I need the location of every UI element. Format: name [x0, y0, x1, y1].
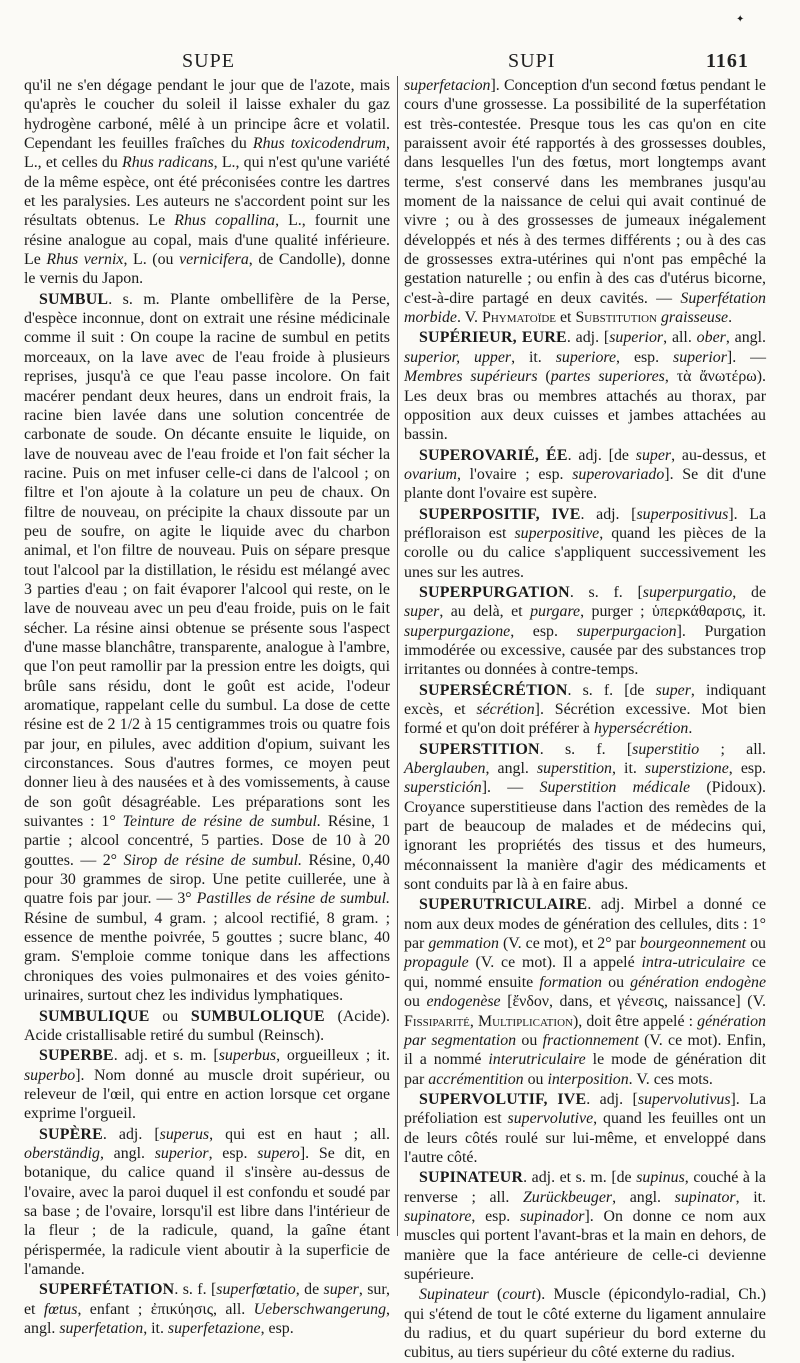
- entry-continuation-rhus: qu'il ne s'en dégage pendant le jour que de l'azote, mais qu'après le coucher du soleil il laisse exhaler du gaz hydrogène carboné, mêlé à un principe âcre et volatil. Cependant les feuilles fraîches du Rhus toxicodendrum, L., et celles du Rhus radicans, L., qui n'est qu'une variété de la même espèce, ont été préconisées contre les dartres et les paralysies. Les auteurs ne s'accordent point sur les résultats obtenus. Le Rhus copallina, L., fournit une résine analogue au copal, mais d'une qualité inférieure. Le Rhus vernix, L. (ou vernicifera, de Candolle), donne le vernis du Japon.: [24, 77, 391, 288]
- headword: SUPERFÉTATION: [39, 1281, 175, 1299]
- column-divider: [397, 76, 398, 1236]
- headword: SUPEROVARIÉ, ÉE: [419, 446, 568, 464]
- running-head-left: SUPE: [182, 50, 235, 72]
- entry-superpositif: SUPERPOSITIF, IVE. adj. [superpositivus]. La préfloraison est superpositive, quand les pièces de la corolle ou du calice s'appliquent successivement les unes sur les autres.: [404, 505, 766, 581]
- entry-sumbulique: SUMBULIQUE ou SUMBULOLIQUE (Acide). Acide cristallisable retiré du sumbul (Reinsch).: [24, 1007, 390, 1044]
- ornament-mark: ✦: [736, 14, 745, 25]
- headword: SUPERUTRICULAIRE: [419, 896, 588, 914]
- headword: SUPERBE: [39, 1047, 114, 1065]
- left-column: [24, 76, 391, 1337]
- headword: SUPERSTITION: [419, 740, 540, 758]
- headword: SUPÈRE: [39, 1125, 103, 1143]
- headword: SUPERVOLUTIF, IVE: [419, 1090, 587, 1108]
- headword: SUPERPOSITIF, IVE: [419, 505, 581, 523]
- headword: SUMBULOLIQUE: [190, 1007, 325, 1025]
- headword: SUMBULIQUE: [39, 1007, 150, 1025]
- headword: SUPERSÉCRÉTION: [419, 681, 568, 699]
- entry-superbe: SUPERBE. adj. et s. m. [superbus, orgueilleux ; it. superbo]. Nom donné au muscle droit supérieur, ou releveur de l'œil, qui entre en action lorsque cet organe exprime l'orgueil.: [24, 1047, 390, 1123]
- entry-supinateur: SUPINATEUR. adj. et s. m. [de supinus, couché à la renverse ; all. Zurückbeuger, angl. supinator, it. supinatore, esp. supinador]. On donne ce nom aux muscles qui portent l'avant-bras et la main en dehors, de manière que la face antérieure de celle-ci devienne supérieure.: [404, 1169, 766, 1283]
- headword: SUPINATEUR: [419, 1169, 524, 1187]
- headword: SUMBUL: [39, 290, 109, 308]
- headword: SUPERPURGATION: [419, 583, 570, 601]
- entry-supere: SUPÈRE. adj. [superus, qui est en haut ; all. oberständig, angl. superior, esp. supero]. Se dit, en botanique, du calice quand il s'insère au-dessus de l'ovaire, avec la paroi duquel il est confondu et soudé par sa base ; de l'ovaire, lorsqu'il est libre dans l'intérieur de la fleur ; de la radicule, quand, la gaîne étant périspermée, la radicule vient aboutir à la superficie de l'amande.: [24, 1125, 390, 1278]
- entry-superpurgation: SUPERPURGATION. s. f. [superpurgatio, de super, au delà, et purgare, purger ; ὑπερκάθαρσις, it. superpurgazione, esp. superpurgacion]. Purgation immodérée ou excessive, causée par des substances trop irritantes ou données à contre-temps.: [404, 583, 766, 679]
- entry-superfetation: SUPERFÉTATION. s. f. [superfœtatio, de super, sur, et fœtus, enfant ; ἐπικύησις, all. Ueberschwangerung, angl. superfetation, it. superfetazione, esp.: [24, 1281, 391, 1337]
- entry-continuation-superfetation: superfetacion]. Conception d'un second fœtus pendant le cours d'une grossesse. La possibilité de la superfétation est très-contestée. Presque tous les cas qu'on en cite paraissent avoir été rapportés à des grossesses doubles, dans lesquelles l'un des fœtus, mort longtemps avant terme, s'est conservé dans les membranes jusqu'au moment de la naissance de celui qui avait continué de vivre ; ou à des grossesses de jumeaux inégalement développés et nés à des termes différents ; ou à des cas de grossesses extra-utérines qui n'ont pas empêché la gestation naturelle ; ou enfin à des cas d'utérus bicorne, c'est-à-dire partagé en deux cavités. — Superfétation morbide. V. Phymatoïde et Substitution graisseuse.: [404, 77, 766, 327]
- running-head-right: SUPI: [508, 50, 556, 72]
- entry-superstition: SUPERSTITION. s. f. [superstitio ; all. Aberglauben, angl. superstition, it. superstizione, esp. superstición]. — Superstition médicale (Pidoux). Croyance superstitieuse dans l'action des remèdes de la part de beaucoup de malades et de médecins qui, ignorant les propriétés des tissus et des humeurs, méconnaissent la manière d'agir des médicaments et sont conduits par là à en faire abus.: [404, 740, 766, 894]
- entry-sumbul: SUMBUL. s. m. Plante ombellifère de la Perse, d'espèce inconnue, dont on extrait une résine médicinale comme il suit : On coupe la racine de sumbul en petits morceaux, on la lave avec de l'eau froide à plusieurs reprises, jusqu'à ce que l'eau passe incolore. On fait macérer pendant deux heures, dans un endroit frais, la racine bien lavée dans une solution concentrée de carbonate de soude. On décante ensuite le liquide, on lave de nouveau avec de l'eau froide et l'on fait sécher la racine. Puis on met infuser celle-ci dans de l'alcool ; on filtre et l'on ajoute à la colature un peu de chaux. On filtre de nouveau, on précipite la chaux dissoute par un peu de soufre, on agite le liquide avec du charbon animal, et l'on filtre de nouveau. Puis on sépare presque tout l'alcool par la distillation, le résidu est mélangé avec 3 parties d'eau ; on fait évaporer l'alcool qui reste, on le lave de nouveau avec un peu d'eau froide, puis on le fait sécher. La résine ainsi obtenue se présente sous l'aspect d'une masse blanchâtre, transparente, analogue à l'ambre, que l'on peut ramollir par la pression entre les doigts, qui brûle sans résidu, dont le goût est acide, l'odeur aromatique, rappelant celle du sumbul. La dose de cette résine est de 2 1/2 à 15 centigrammes trois ou quatre fois par jour, en pilules, avec addition d'opium, suivant les circonstances. Sous d'autres formes, ce moyen peut donner lieu à des nausées et à des vomissements, à cause de son goût désagréable. Les préparations sont les suivantes : 1° Teinture de résine de sumbul. Résine, 1 partie ; alcool concentré, 5 parties. Dose de 10 à 20 gouttes. — 2° Sirop de résine de sumbul. Résine, 0,40 pour 30 grammes de sirop. Une petite cuillerée, une à quatre fois par jour. — 3° Pastilles de résine de sumbul. Résine de sumbul, 4 gram. ; alcool rectifié, 8 gram. ; essence de menthe poivrée, 5 gouttes ; sucre blanc, 40 gram. S'emploie comme tonique dans les affections chroniques des voies pulmonaires et des voies génito-urinaires, surtout chez les individus lymphatiques.: [24, 290, 390, 1005]
- entry-superovarie: SUPEROVARIÉ, ÉE. adj. [de super, au-dessus, et ovarium, l'ovaire ; esp. superovariado]. Se dit d'une plante dont l'ovaire est supère.: [404, 446, 766, 503]
- page-number: 1161: [706, 50, 749, 72]
- entry-superutriculaire: SUPERUTRICULAIRE. adj. Mirbel a donné ce nom aux deux modes de génération des cellules, dits : 1° par gemmation (V. ce mot), et 2° par bourgeonnement ou propagule (V. ce mot). Il a appelé intra-utriculaire ce qui, nommé ensuite formation ou génération endogène ou endogenèse [ἔνδον, dans, et γένεσις, naissance] (V. Fissiparité, Multiplication), doit être appelé : génération par segmentation ou fractionnement (V. ce mot). Enfin, il a nommé interutriculaire le mode de génération dit par accrémentition ou interposition. V. ces mots.: [404, 896, 766, 1088]
- right-column: [404, 76, 767, 1362]
- entry-superieur: SUPÉRIEUR, EURE. adj. [superior, all. ober, angl. superior, upper, it. superiore, esp. superior]. — Membres supérieurs (partes superiores, τὰ ἄνωτέρω). Les deux bras ou membres attachés au thorax, par opposition aux deux cuisses et jambes attachées au bassin.: [404, 329, 766, 444]
- entry-supervolutif: SUPERVOLUTIF, IVE. adj. [supervolutivus]. La préfoliation est supervolutive, quand les feuilles ont un de leurs côtés roulé sur lui-même, et enveloppé dans l'autre côté.: [404, 1090, 766, 1166]
- headword: SUPÉRIEUR, EURE: [419, 329, 567, 347]
- entry-supersecretion: SUPERSÉCRÉTION. s. f. [de super, indiquant excès, et sécrétion]. Sécrétion excessive. Mot bien formé et qu'on doit préférer à hypersécrétion.: [404, 681, 766, 738]
- entry-supinateur-court: Supinateur (court). Muscle (épicondylo-radial, Ch.) qui s'étend de tout le côté externe du ligament annulaire du radius, et du quart supérieur du bord externe du cubitus, au tiers supérieur du côté externe du radius.: [404, 1286, 767, 1362]
